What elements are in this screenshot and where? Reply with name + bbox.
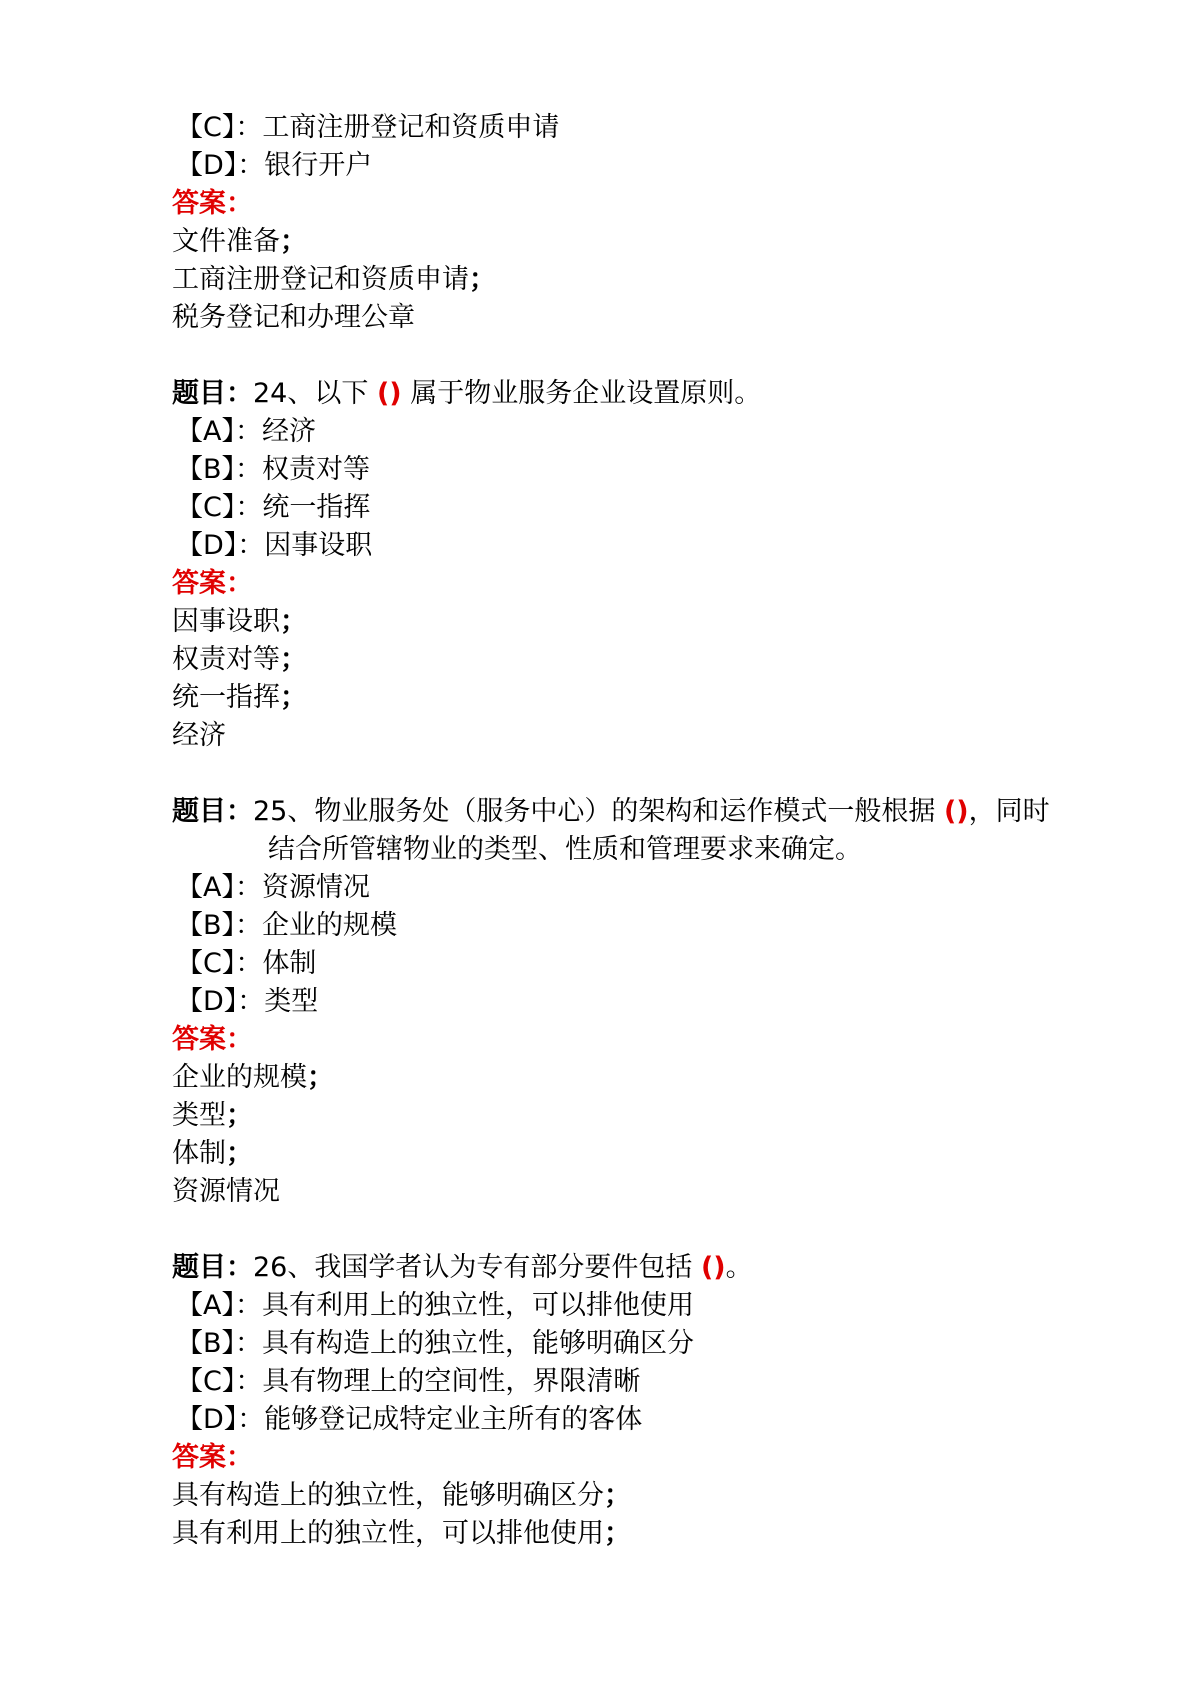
answer-text: 经济	[172, 720, 226, 751]
q24-answer-1	[172, 603, 307, 641]
q26-answer-label: 答案：	[172, 1442, 253, 1473]
question-text: 25、物业服务处（服务中心）的架构和运作模式一般根据	[253, 796, 936, 827]
option-key: 【C】	[176, 112, 236, 143]
option-text: ：具有构造上的独立性，能够明确区分	[235, 1328, 695, 1359]
q26-question	[172, 1249, 753, 1287]
question-text-after: 。	[725, 1252, 753, 1283]
q25-question-line2: 结合所管辖物业的类型、性质和管理要求来确定。	[268, 834, 862, 865]
answer-separator: ；	[469, 264, 496, 295]
blank-paren: ()	[700, 1252, 726, 1283]
answer-text: 体制	[172, 1138, 226, 1169]
option-key: 【D】	[176, 530, 238, 561]
option-text: ：经济	[234, 416, 316, 447]
option-text: ：具有利用上的独立性，可以排他使用	[234, 1290, 694, 1321]
option-text: ：工商注册登记和资质申请	[235, 112, 560, 143]
question-label: 题目：	[172, 378, 253, 409]
answer-separator: ；	[280, 606, 307, 637]
q24-answer-label: 答案：	[172, 568, 253, 599]
q24-answer-3	[172, 679, 307, 717]
option-key: 【A】	[176, 416, 235, 447]
answer-separator: ；	[280, 682, 307, 713]
question-text-after: ，同时	[968, 796, 1050, 827]
answer-text: 文件准备	[172, 226, 280, 257]
answer-separator: ；	[604, 1480, 631, 1511]
q25-answer-1	[172, 1059, 334, 1097]
q24-answer-2	[172, 641, 307, 679]
answer-separator: ；	[307, 1062, 334, 1093]
q24-option-b	[176, 451, 370, 489]
option-text: ：因事设职	[237, 530, 373, 561]
option-key: 【C】	[176, 492, 236, 523]
q23-option-d	[176, 147, 372, 185]
q24-option-a	[176, 413, 316, 451]
option-text: ：银行开户	[237, 150, 373, 181]
option-text: ：统一指挥	[235, 492, 371, 523]
option-key: 【B】	[176, 1328, 236, 1359]
answer-separator: ；	[280, 226, 307, 257]
q25-answer-2	[172, 1097, 253, 1135]
option-key: 【B】	[176, 454, 236, 485]
q26-answer-1	[172, 1477, 631, 1515]
option-key: 【C】	[176, 948, 236, 979]
q25-question	[172, 793, 1050, 831]
q24-option-d	[176, 527, 372, 565]
q26-option-b	[176, 1325, 694, 1363]
blank-paren: ()	[943, 796, 969, 827]
option-key: 【A】	[176, 872, 235, 903]
answer-text: 企业的规模	[172, 1062, 307, 1093]
q26-option-d	[176, 1401, 642, 1439]
question-label: 题目：	[172, 1252, 253, 1283]
option-text: ：资源情况	[234, 872, 370, 903]
question-label: 题目：	[172, 796, 253, 827]
q23-answer-1	[172, 223, 307, 261]
q25-option-a	[176, 869, 370, 907]
option-text: ：体制	[235, 948, 317, 979]
answer-separator: ；	[604, 1518, 631, 1549]
answer-text: 工商注册登记和资质申请	[172, 264, 469, 295]
q25-option-c	[176, 945, 316, 983]
q25-option-b	[176, 907, 397, 945]
answer-text: 统一指挥	[172, 682, 280, 713]
option-key: 【D】	[176, 986, 238, 1017]
option-key: 【A】	[176, 1290, 235, 1321]
option-text: ：权责对等	[235, 454, 371, 485]
q25-answer-3	[172, 1135, 253, 1173]
answer-text: 具有利用上的独立性，可以排他使用	[172, 1518, 604, 1549]
q23-answer-3	[172, 299, 415, 337]
blank-paren: ()	[376, 378, 402, 409]
q26-option-a	[176, 1287, 694, 1325]
option-key: 【C】	[176, 1366, 236, 1397]
answer-text: 权责对等	[172, 644, 280, 675]
answer-text: 资源情况	[172, 1176, 280, 1207]
q24-question	[172, 375, 761, 413]
question-text: 26、我国学者认为专有部分要件包括	[253, 1252, 693, 1283]
q24-option-c	[176, 489, 370, 527]
question-text: 属于物业服务企业设置原则。	[410, 378, 762, 409]
answer-text: 因事设职	[172, 606, 280, 637]
q26-answer-2	[172, 1515, 631, 1553]
option-text: ：类型	[237, 986, 319, 1017]
option-key: 【D】	[176, 150, 238, 181]
q23-option-c	[176, 109, 559, 147]
option-key: 【D】	[176, 1404, 238, 1435]
option-text: ：能够登记成特定业主所有的客体	[237, 1404, 643, 1435]
answer-text: 类型	[172, 1100, 226, 1131]
option-text: ：企业的规模	[235, 910, 398, 941]
answer-separator: ；	[226, 1100, 253, 1131]
q25-option-d	[176, 983, 318, 1021]
option-key: 【B】	[176, 910, 236, 941]
answer-text: 税务登记和办理公章	[172, 302, 415, 333]
answer-separator: ；	[280, 644, 307, 675]
q25-answer-label: 答案：	[172, 1024, 253, 1055]
q24-answer-4	[172, 717, 226, 755]
q25-answer-4	[172, 1173, 280, 1211]
option-text: ：具有物理上的空间性，界限清晰	[235, 1366, 641, 1397]
answer-separator: ；	[226, 1138, 253, 1169]
q23-answer-2	[172, 261, 496, 299]
question-number: 24、以下	[253, 378, 369, 409]
answer-text: 具有构造上的独立性，能够明确区分	[172, 1480, 604, 1511]
q26-option-c	[176, 1363, 640, 1401]
q23-answer-label: 答案：	[172, 188, 253, 219]
